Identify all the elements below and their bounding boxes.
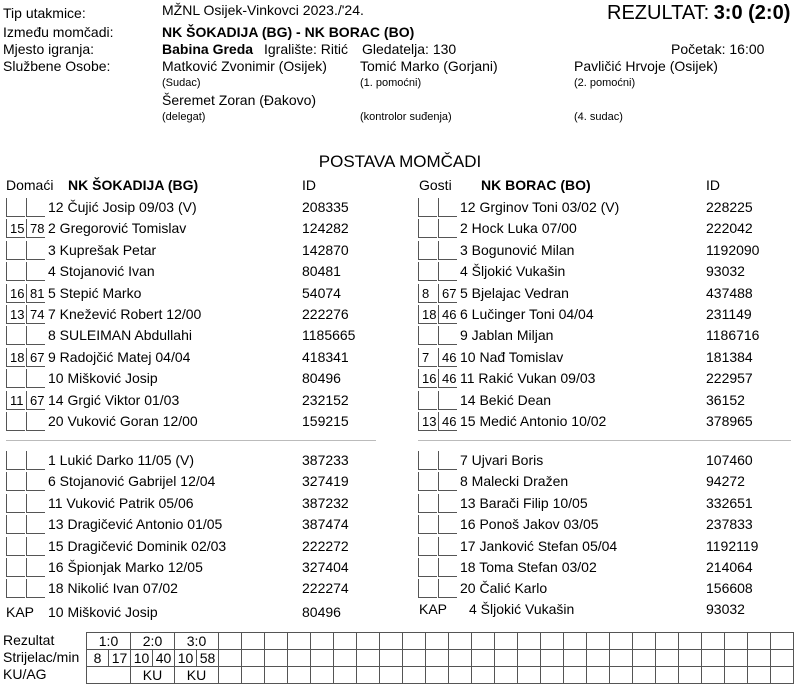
player-id: 222957	[706, 370, 753, 387]
official-referee-role: (Sudac)	[162, 77, 201, 89]
player-id: 387474	[302, 516, 349, 533]
player-name: 12 Grginov Toni 03/02 (V)	[460, 199, 620, 215]
empty-grid-cell	[311, 650, 334, 667]
player-id: 1192090	[706, 241, 760, 258]
player-name: 9 Radojčić Matej 04/04	[48, 348, 191, 365]
sub-minute-box: 74	[26, 305, 45, 324]
shirt-in-box	[418, 472, 437, 491]
empty-grid-cell	[771, 633, 794, 650]
player-id: 142870	[302, 241, 349, 258]
player-name: 10 Nađ Tomislav	[460, 348, 564, 365]
player-name: 14 Grgić Viktor 01/03	[48, 391, 180, 408]
home-captain: 10 Mišković Josip	[48, 604, 158, 620]
shirt-in-box: 16	[418, 369, 437, 388]
player-name: 11 Rakić Vukan 09/03	[460, 370, 596, 387]
shirt-in-box	[418, 537, 437, 556]
player-name: 9 Jablan Miljan	[460, 327, 554, 344]
empty-grid-cell	[725, 667, 748, 684]
shirt-in-box	[418, 198, 437, 217]
sub-minute-box	[438, 198, 457, 217]
empty-grid-cell	[380, 667, 403, 684]
player-id: 232152	[302, 391, 349, 408]
away-starters-row	[0, 197, 800, 217]
player-name: 15 Medić Antonio 10/02	[460, 413, 607, 429]
attendance: Gledatelja: 130	[362, 41, 457, 57]
away-starters-row	[0, 325, 800, 345]
away-side-label: Gosti	[419, 177, 452, 193]
empty-grid-cell	[610, 650, 633, 667]
player-id: 222042	[706, 220, 753, 237]
player-id: 159215	[302, 413, 349, 429]
sub-minute-box	[438, 241, 457, 260]
result-label: REZULTAT:	[607, 2, 710, 24]
player-name: 18 Toma Stefan 03/02	[460, 559, 597, 575]
away-subs-row	[0, 557, 800, 577]
empty-grid-cell	[748, 633, 771, 650]
player-name: 4 Stojanović Ivan	[48, 263, 155, 280]
label-between-teams: Između momčadi:	[3, 24, 114, 40]
empty-grid-cell	[288, 650, 311, 667]
kickoff-time: Početak: 16:00	[671, 41, 765, 57]
empty-grid-cell	[311, 633, 334, 650]
home-team-name: NK ŠOKADIJA (BG)	[68, 177, 199, 193]
player-id: 1185665	[302, 327, 356, 344]
sub-minute-box: 67	[438, 284, 457, 303]
scoring-grid-row	[87, 633, 794, 650]
away-starters-row	[0, 304, 800, 324]
home-id-header: ID	[302, 177, 316, 193]
shirt-in-box: 13	[6, 305, 25, 324]
shirt-in-box: 13	[418, 412, 437, 431]
empty-grid-cell	[564, 667, 587, 684]
scorer-cell: 17	[109, 650, 131, 667]
player-id: 332651	[706, 494, 753, 511]
sub-minute-box: 46	[438, 369, 457, 388]
empty-grid-cell	[656, 650, 679, 667]
empty-grid-cell	[426, 667, 449, 684]
shirt-in-box	[418, 515, 437, 534]
empty-grid-cell	[495, 667, 518, 684]
scorer-cell: 10	[131, 650, 153, 667]
player-name: 17 Janković Stefan 05/04	[460, 537, 618, 554]
shirt-in-box: 8	[418, 284, 437, 303]
player-id: 327404	[302, 559, 349, 575]
empty-grid-cell	[541, 650, 564, 667]
shirt-in-box	[418, 494, 437, 513]
empty-grid-cell	[610, 633, 633, 650]
player-name: 16 Ponoš Jakov 03/05	[460, 516, 599, 533]
player-name: 6 Stojanović Gabrijel 12/04	[48, 473, 216, 490]
scorer-cell: 8	[87, 650, 109, 667]
player-name: 10 Mišković Josip	[48, 370, 158, 387]
home-captain-label: KAP	[6, 604, 35, 620]
player-name: 6 Lučinger Toni 04/04	[460, 306, 594, 322]
sub-minute-box	[438, 326, 457, 345]
player-name: 4 Šljokić Vukašin	[460, 263, 566, 280]
away-starters-row	[0, 411, 800, 431]
match-teams: NK ŠOKADIJA (BG) - NK BORAC (BO)	[162, 24, 415, 40]
empty-grid-cell	[587, 667, 610, 684]
result-cell: 2:0	[131, 633, 175, 650]
player-name: 13 Barači Filip 10/05	[460, 494, 588, 511]
player-name: 14 Bekić Dean	[460, 391, 552, 408]
scoring-label-scorer: Strijelac/min	[3, 649, 80, 665]
player-name: 15 Dragičević Dominik 02/03	[48, 537, 227, 554]
sub-minute-box	[438, 537, 457, 556]
empty-grid-cell	[633, 633, 656, 650]
result-value: 3:0 (2:0)	[713, 2, 791, 24]
empty-grid-cell	[587, 650, 610, 667]
official-assistant2-name: Pavličić Hrvoje (Osijek)	[574, 58, 718, 74]
sub-minute-box: 46	[438, 412, 457, 431]
sub-minute-box	[438, 494, 457, 513]
sub-minute-box	[438, 451, 457, 470]
empty-grid-cell	[357, 650, 380, 667]
sub-minute-box: 46	[438, 348, 457, 367]
empty-grid-cell	[472, 667, 495, 684]
sub-minute-box	[438, 579, 457, 598]
empty-grid-cell	[357, 633, 380, 650]
shirt-in-box	[418, 558, 437, 577]
empty-grid-cell	[242, 650, 265, 667]
away-starters-row	[0, 368, 800, 388]
player-name: 7 Knežević Robert 12/00	[48, 306, 202, 322]
player-name: 20 Čalić Karlo	[460, 580, 548, 597]
player-id: 222276	[302, 306, 349, 322]
official-fourth-role: (4. sudac)	[574, 111, 623, 123]
empty-grid-cell	[748, 650, 771, 667]
player-id: 208335	[302, 199, 349, 215]
away-team-name: NK BORAC (BO)	[481, 177, 591, 193]
empty-grid-cell	[564, 650, 587, 667]
sub-minute-box	[438, 558, 457, 577]
shirt-in-box: 15	[6, 219, 25, 238]
empty-grid-cell	[449, 633, 472, 650]
empty-grid-cell	[334, 650, 357, 667]
empty-grid-cell	[748, 667, 771, 684]
shirt-in-box	[418, 391, 437, 410]
empty-grid-cell	[472, 650, 495, 667]
shirt-in-box	[418, 326, 437, 345]
player-id: 54074	[302, 284, 341, 301]
empty-grid-cell	[380, 650, 403, 667]
player-id: 156608	[706, 580, 753, 597]
empty-grid-cell	[656, 667, 679, 684]
empty-grid-cell	[495, 633, 518, 650]
empty-grid-cell	[242, 633, 265, 650]
home-side-label: Domaći	[6, 177, 54, 193]
player-id: 437488	[706, 284, 753, 301]
empty-grid-cell	[518, 667, 541, 684]
home-subs-divider	[6, 440, 376, 441]
competition-name: MŽNL Osijek-Vinkovci 2023./'24.	[162, 2, 364, 18]
player-name: 1 Lukić Darko 11/05 (V)	[48, 452, 195, 468]
shirt-in-box	[418, 262, 437, 281]
empty-grid-cell	[449, 650, 472, 667]
player-name: 20 Vuković Goran 12/00	[48, 413, 198, 429]
empty-grid-cell	[771, 667, 794, 684]
player-id: 387232	[302, 494, 349, 511]
shirt-in-box: 18	[6, 348, 25, 367]
empty-grid-cell	[656, 633, 679, 650]
label-match-type: Tip utakmice:	[3, 5, 86, 21]
sub-minute-box: 67	[26, 391, 45, 410]
away-subs-row	[0, 450, 800, 470]
empty-grid-cell	[633, 667, 656, 684]
label-officials: Službene Osobe:	[3, 58, 111, 74]
sub-minute-box	[438, 515, 457, 534]
empty-grid-cell	[495, 650, 518, 667]
official-controller-role: (kontrolor suđenja)	[360, 111, 452, 123]
scoring-label-result: Rezultat	[3, 632, 55, 648]
empty-grid-cell	[403, 667, 426, 684]
label-venue: Mjesto igranja:	[3, 41, 95, 57]
empty-grid-cell	[702, 667, 725, 684]
player-id: 36152	[706, 391, 745, 408]
away-captain: 4 Šljokić Vukašin	[469, 601, 575, 617]
player-name: 3 Kuprešak Petar	[48, 241, 157, 258]
result-header	[607, 2, 790, 25]
shirt-in-box: 18	[418, 305, 437, 324]
result-cell: 3:0	[175, 633, 219, 650]
sub-minute-box	[438, 391, 457, 410]
ku-cell: KU	[175, 667, 219, 684]
sub-minute-box: 46	[438, 305, 457, 324]
player-name: 7 Ujvari Boris	[460, 452, 544, 468]
player-id: 418341	[302, 348, 349, 365]
away-captain-id: 93032	[706, 601, 745, 617]
player-id: 124282	[302, 220, 349, 237]
empty-grid-cell	[679, 667, 702, 684]
shirt-in-box	[418, 451, 437, 470]
empty-grid-cell	[518, 633, 541, 650]
player-id: 228225	[706, 199, 753, 215]
player-id: 222274	[302, 580, 349, 597]
player-id: 231149	[706, 306, 752, 322]
player-id: 222272	[302, 537, 349, 554]
empty-grid-cell	[564, 633, 587, 650]
empty-grid-cell	[403, 633, 426, 650]
empty-grid-cell	[587, 633, 610, 650]
away-starters-row	[0, 261, 800, 281]
empty-grid-cell	[771, 650, 794, 667]
player-name: 2 Gregorović Tomislav	[48, 220, 187, 237]
player-id: 94272	[706, 473, 745, 490]
player-name: 8 SULEIMAN Abdullahi	[48, 327, 192, 344]
sub-minute-box	[438, 219, 457, 238]
scoring-grid	[86, 632, 794, 684]
empty-grid-cell	[288, 633, 311, 650]
away-subs-row	[0, 471, 800, 491]
empty-grid-cell	[702, 633, 725, 650]
empty-grid-cell	[219, 667, 242, 684]
player-id: 387233	[302, 452, 349, 468]
sub-minute-box	[438, 262, 457, 281]
player-id: 93032	[706, 263, 745, 280]
player-name: 8 Malecki Dražen	[460, 473, 569, 490]
player-name: 16 Špionjak Marko 12/05	[48, 559, 203, 575]
away-starters-row	[0, 240, 800, 260]
empty-grid-cell	[357, 667, 380, 684]
shirt-in-box: 16	[6, 284, 25, 303]
player-name: 13 Dragičević Antonio 01/05	[48, 516, 223, 533]
empty-grid-cell	[311, 667, 334, 684]
sub-minute-box: 67	[26, 348, 45, 367]
official-delegate-name: Šeremet Zoran (Đakovo)	[162, 92, 317, 108]
empty-grid-cell	[679, 633, 702, 650]
empty-grid-cell	[265, 633, 288, 650]
ku-cell: KU	[131, 667, 175, 684]
empty-grid-cell	[219, 650, 242, 667]
away-subs-divider	[418, 440, 791, 441]
lineup-title: POSTAVA MOMČADI	[318, 152, 482, 171]
empty-grid-cell	[380, 633, 403, 650]
away-starters-row	[0, 390, 800, 410]
away-starters-row	[0, 218, 800, 238]
scorer-cell: 10	[175, 650, 197, 667]
away-subs-row	[0, 578, 800, 598]
player-id: 327419	[302, 473, 349, 490]
empty-grid-cell	[633, 650, 656, 667]
venue-place: Babina Greda	[162, 41, 254, 57]
empty-grid-cell	[219, 633, 242, 650]
away-starters-row	[0, 283, 800, 303]
away-captain-label: KAP	[419, 601, 448, 617]
empty-grid-cell	[334, 633, 357, 650]
player-name: 11 Vuković Patrik 05/06	[48, 494, 194, 511]
empty-grid-cell	[679, 650, 702, 667]
player-id: 1186716	[706, 327, 760, 344]
away-subs-row	[0, 536, 800, 556]
empty-grid-cell	[265, 650, 288, 667]
player-id: 107460	[706, 452, 753, 468]
shirt-in-box	[418, 219, 437, 238]
result-cell: 1:0	[87, 633, 131, 650]
empty-grid-cell	[725, 650, 748, 667]
empty-grid-cell	[403, 650, 426, 667]
scoring-grid-row	[87, 667, 794, 684]
sub-minute-box: 78	[26, 219, 45, 238]
sub-minute-box	[438, 472, 457, 491]
official-referee-name: Matković Zvonimir (Osijek)	[162, 58, 327, 74]
empty-grid-cell	[518, 650, 541, 667]
empty-grid-cell	[242, 667, 265, 684]
scorer-cell: 58	[197, 650, 219, 667]
official-assistant2-role: (2. pomoćni)	[574, 77, 636, 89]
player-id: 80496	[302, 370, 341, 387]
player-id: 237833	[706, 516, 753, 533]
empty-grid-cell	[725, 633, 748, 650]
player-name: 12 Čujić Josip 09/03 (V)	[48, 199, 197, 215]
away-id-header: ID	[706, 177, 720, 193]
scoring-label-ku: KU/AG	[3, 666, 47, 682]
away-subs-row	[0, 514, 800, 534]
player-id: 214064	[706, 559, 753, 575]
shirt-in-box: 7	[418, 348, 437, 367]
shirt-in-box	[418, 241, 437, 260]
empty-grid-cell	[265, 667, 288, 684]
official-delegate-role: (delegat)	[162, 111, 206, 123]
player-name: 5 Bjelajac Vedran	[460, 284, 569, 301]
empty-grid-cell	[426, 650, 449, 667]
player-id: 1192119	[706, 537, 759, 554]
empty-grid-cell	[334, 667, 357, 684]
home-captain-id: 80496	[302, 604, 341, 620]
player-name: 3 Bogunović Milan	[460, 241, 575, 258]
empty-grid-cell	[610, 667, 633, 684]
official-assistant1-name: Tomić Marko (Gorjani)	[360, 58, 498, 74]
official-assistant1-role: (1. pomoćni)	[360, 77, 422, 89]
player-name: 18 Nikolić Ivan 07/02	[48, 580, 178, 597]
player-id: 80481	[302, 263, 341, 280]
away-starters-row	[0, 347, 800, 367]
ku-cell	[87, 667, 131, 684]
sub-minute-box: 81	[26, 284, 45, 303]
away-subs-row	[0, 493, 800, 513]
shirt-in-box: 11	[6, 391, 25, 410]
scoring-grid-row	[87, 650, 794, 667]
player-name: 5 Stepić Marko	[48, 284, 142, 301]
empty-grid-cell	[472, 633, 495, 650]
empty-grid-cell	[702, 650, 725, 667]
empty-grid-cell	[541, 667, 564, 684]
empty-grid-cell	[541, 633, 564, 650]
player-id: 181384	[706, 348, 753, 365]
player-name: 2 Hock Luka 07/00	[460, 220, 577, 237]
empty-grid-cell	[449, 667, 472, 684]
player-id: 378965	[706, 413, 753, 429]
venue-pitch: Igralište: Ritić	[264, 41, 349, 57]
shirt-in-box	[418, 579, 437, 598]
empty-grid-cell	[288, 667, 311, 684]
scorer-cell: 40	[153, 650, 175, 667]
empty-grid-cell	[426, 633, 449, 650]
